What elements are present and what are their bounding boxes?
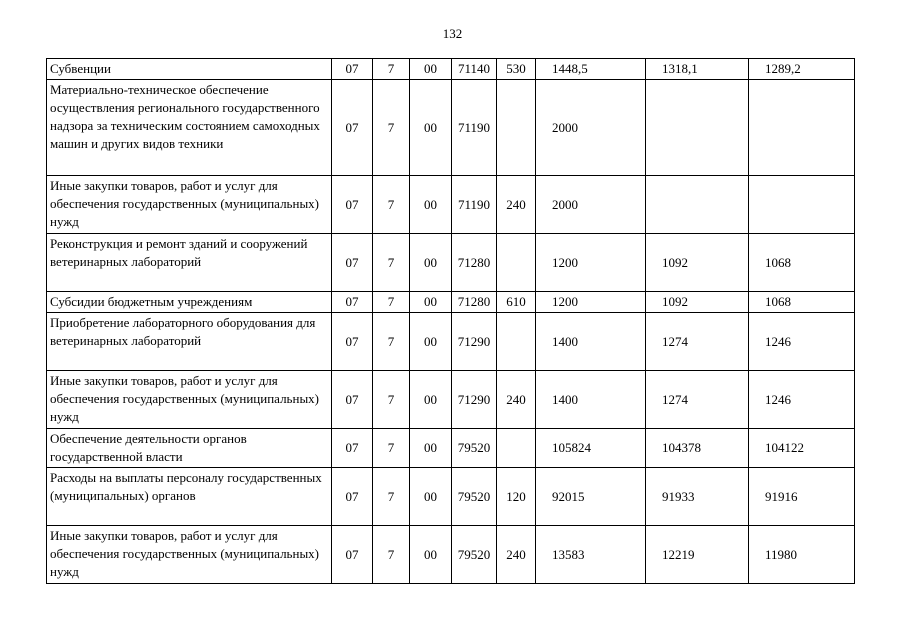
subsection-code: 7 xyxy=(373,468,410,526)
expense-type-code xyxy=(497,234,536,292)
table-row xyxy=(47,468,855,526)
amount-year-3: 1246 xyxy=(749,371,855,429)
item-code: 71280 xyxy=(452,234,497,292)
amount-year-1: 92015 xyxy=(536,468,646,526)
item-code: 71290 xyxy=(452,371,497,429)
program-code: 00 xyxy=(410,429,452,468)
table-row xyxy=(47,59,855,80)
program-code: 00 xyxy=(410,292,452,313)
amount-year-1: 105824 xyxy=(536,429,646,468)
section-code: 07 xyxy=(332,468,373,526)
amount-year-1: 1200 xyxy=(536,292,646,313)
amount-year-2 xyxy=(646,80,749,176)
row-name: Реконструкция и ремонт зданий и сооружений ветеринарных лабораторий xyxy=(47,234,332,292)
amount-year-3 xyxy=(749,176,855,234)
expense-type-code xyxy=(497,80,536,176)
row-name: Субсидии бюджетным учреждениям xyxy=(47,292,332,313)
section-code: 07 xyxy=(332,292,373,313)
table-row xyxy=(47,313,855,371)
amount-year-1: 1400 xyxy=(536,313,646,371)
subsection-code: 7 xyxy=(373,429,410,468)
amount-year-3: 91916 xyxy=(749,468,855,526)
subsection-code: 7 xyxy=(373,313,410,371)
amount-year-1: 13583 xyxy=(536,526,646,584)
amount-year-2: 1274 xyxy=(646,371,749,429)
row-name: Иные закупки товаров, работ и услуг для обеспечения государственных (муниципальных) нужд xyxy=(47,371,332,429)
program-code: 00 xyxy=(410,59,452,80)
expense-type-code: 240 xyxy=(497,176,536,234)
subsection-code: 7 xyxy=(373,80,410,176)
amount-year-2: 1318,1 xyxy=(646,59,749,80)
subsection-code: 7 xyxy=(373,526,410,584)
program-code: 00 xyxy=(410,176,452,234)
program-code: 00 xyxy=(410,526,452,584)
amount-year-2: 1274 xyxy=(646,313,749,371)
section-code: 07 xyxy=(332,176,373,234)
budget-table xyxy=(46,58,855,584)
program-code: 00 xyxy=(410,371,452,429)
section-code: 07 xyxy=(332,313,373,371)
amount-year-2: 12219 xyxy=(646,526,749,584)
table-row xyxy=(47,526,855,584)
row-name: Приобретение лабораторного оборудования для ветеринарных лабораторий xyxy=(47,313,332,371)
program-code: 00 xyxy=(410,468,452,526)
item-code: 71140 xyxy=(452,59,497,80)
table-row xyxy=(47,234,855,292)
amount-year-3: 1068 xyxy=(749,292,855,313)
program-code: 00 xyxy=(410,234,452,292)
amount-year-1: 1400 xyxy=(536,371,646,429)
amount-year-3 xyxy=(749,80,855,176)
section-code: 07 xyxy=(332,234,373,292)
item-code: 71190 xyxy=(452,176,497,234)
amount-year-2: 104378 xyxy=(646,429,749,468)
subsection-code: 7 xyxy=(373,234,410,292)
amount-year-1: 1448,5 xyxy=(536,59,646,80)
section-code: 07 xyxy=(332,429,373,468)
amount-year-2 xyxy=(646,176,749,234)
table-row xyxy=(47,292,855,313)
item-code: 79520 xyxy=(452,468,497,526)
amount-year-2: 1092 xyxy=(646,292,749,313)
expense-type-code: 240 xyxy=(497,526,536,584)
expense-type-code: 530 xyxy=(497,59,536,80)
table-row xyxy=(47,80,855,176)
section-code: 07 xyxy=(332,59,373,80)
amount-year-3: 1289,2 xyxy=(749,59,855,80)
amount-year-3: 1246 xyxy=(749,313,855,371)
amount-year-2: 1092 xyxy=(646,234,749,292)
program-code: 00 xyxy=(410,313,452,371)
page-number: 132 xyxy=(442,26,463,41)
subsection-code: 7 xyxy=(373,292,410,313)
section-code: 07 xyxy=(332,526,373,584)
amount-year-3: 1068 xyxy=(749,234,855,292)
row-name: Иные закупки товаров, работ и услуг для обеспечения государственных (муниципальных) нужд xyxy=(47,176,332,234)
section-code: 07 xyxy=(332,80,373,176)
row-name: Обеспечение деятельности органов государственной власти xyxy=(47,429,332,468)
expense-type-code xyxy=(497,313,536,371)
table-body xyxy=(47,59,855,584)
table-row xyxy=(47,429,855,468)
amount-year-2: 91933 xyxy=(646,468,749,526)
expense-type-code: 240 xyxy=(497,371,536,429)
row-name: Материально-техническое обеспечение осуществления регионального государственного надзора за техническим состоянием самоходных машин и других видов техники xyxy=(47,80,332,176)
item-code: 79520 xyxy=(452,429,497,468)
expense-type-code: 610 xyxy=(497,292,536,313)
amount-year-3: 11980 xyxy=(749,526,855,584)
section-code: 07 xyxy=(332,371,373,429)
row-name: Иные закупки товаров, работ и услуг для обеспечения государственных (муниципальных) нужд xyxy=(47,526,332,584)
expense-type-code: 120 xyxy=(497,468,536,526)
table-row xyxy=(47,371,855,429)
amount-year-1: 1200 xyxy=(536,234,646,292)
row-name: Расходы на выплаты персоналу государственных (муниципальных) органов xyxy=(47,468,332,526)
table-row xyxy=(47,176,855,234)
item-code: 79520 xyxy=(452,526,497,584)
subsection-code: 7 xyxy=(373,176,410,234)
item-code: 71280 xyxy=(452,292,497,313)
amount-year-1: 2000 xyxy=(536,176,646,234)
row-name: Субвенции xyxy=(47,59,332,80)
amount-year-3: 104122 xyxy=(749,429,855,468)
amount-year-1: 2000 xyxy=(536,80,646,176)
item-code: 71190 xyxy=(452,80,497,176)
item-code: 71290 xyxy=(452,313,497,371)
program-code: 00 xyxy=(410,80,452,176)
subsection-code: 7 xyxy=(373,371,410,429)
subsection-code: 7 xyxy=(373,59,410,80)
expense-type-code xyxy=(497,429,536,468)
